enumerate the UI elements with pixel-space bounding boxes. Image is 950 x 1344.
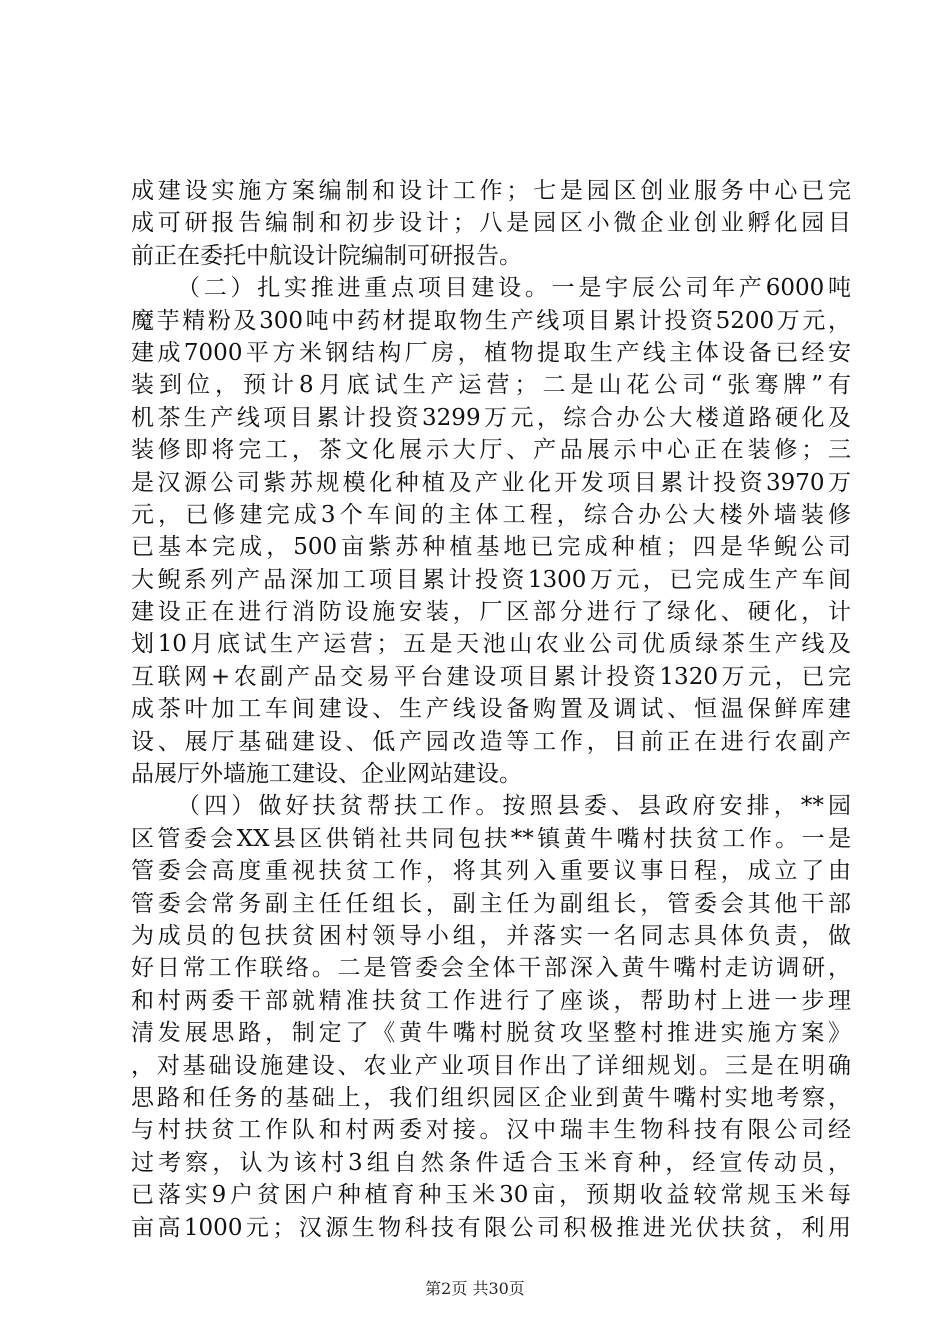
- text-line: 划10月底试生产运营；五是天池山农业公司优质绿茶生产线及: [131, 631, 851, 658]
- text-line: 思路和任务的基础上，我们组织园区企业到黄牛嘴村实地考察，: [131, 1084, 851, 1111]
- text-line: 成可研报告编制和初步设计；八是园区小微企业创业孵化园目: [131, 210, 851, 237]
- section-heading-line: （二）扎实推进重点项目建设。一是宇辰公司年产6000吨: [177, 275, 851, 302]
- text-line: 大鲵系列产品深加工项目累计投资1300万元，已完成生产车间: [131, 566, 851, 593]
- text-line: 机茶生产线项目累计投资3299万元，综合办公大楼道路硬化及: [131, 404, 851, 431]
- text-line: 为成员的包扶贫困村领导小组，并落实一名同志具体负责，做: [131, 922, 851, 949]
- page-number-footer: 第2页 共30页: [425, 1279, 525, 1298]
- text-line: 区管委会XX县区供销社共同包扶**镇黄牛嘴村扶贫工作。一是: [131, 825, 851, 852]
- text-line: 管委会常务副主任任组长，副主任为副组长，管委会其他干部: [131, 890, 851, 917]
- text-line: 是汉源公司紫苏规模化种植及产业化开发项目累计投资3970万: [131, 469, 851, 496]
- text-line: 建成7000平方米钢结构厂房，植物提取生产线主体设备已经安: [131, 339, 851, 366]
- text-line: 魔芋精粉及300吨中药材提取物生产线项目累计投资5200万元，: [131, 307, 851, 334]
- text-line: 好日常工作联络。二是管委会全体干部深入黄牛嘴村走访调研，: [131, 955, 851, 982]
- text-line: 过考察，认为该村3组自然条件适合玉米育种，经宣传动员，: [131, 1149, 851, 1176]
- text-line: 成建设实施方案编制和设计工作；七是园区创业服务中心已完: [131, 178, 851, 204]
- text-line: 和村两委干部就精准扶贫工作进行了座谈，帮助村上进一步理: [131, 987, 851, 1014]
- text-line: 管委会高度重视扶贫工作，将其列入重要议事日程，成立了由: [131, 858, 851, 885]
- text-line: 品展厅外墙施工建设、企业网站建设。: [131, 761, 522, 788]
- text-line: 已基本完成，500亩紫苏种植基地已完成种植；四是华鲵公司: [131, 534, 851, 561]
- text-line: 亩高1000元；汉源生物科技有限公司积极推进光伏扶贫，利用: [131, 1214, 851, 1241]
- text-line: 清发展思路，制定了《黄牛嘴村脱贫攻坚整村推进实施方案》: [131, 1020, 851, 1047]
- text-line: 已落实9户贫困户种植育种玉米30亩，预期收益较常规玉米每: [131, 1182, 851, 1209]
- body-text: [131, 175, 851, 1244]
- text-line: 设、展厅基础建设、低产园改造等工作，目前正在进行农副产: [131, 728, 851, 755]
- text-line: 元，已修建完成3个车间的主体工程，综合办公大楼外墙装修: [131, 501, 851, 528]
- text-line: 装到位，预计8月底试生产运营；二是山花公司“张骞牌”有: [131, 372, 851, 399]
- text-line: 装修即将完工，茶文化展示大厅、产品展示中心正在装修；三: [131, 437, 851, 464]
- text-line: 成茶叶加工车间建设、生产线设备购置及调试、恒温保鲜库建: [131, 696, 851, 723]
- text-line: 互联网+农副产品交易平台建设项目累计投资1320万元，已完: [131, 663, 851, 690]
- section-heading-line: （四）做好扶贫帮扶工作。按照县委、县政府安排，**园: [177, 793, 851, 820]
- text-line: 与村扶贫工作队和村两委对接。汉中瑞丰生物科技有限公司经: [131, 1117, 851, 1144]
- text-line: 建设正在进行消防设施安装，厂区部分进行了绿化、硬化，计: [131, 599, 851, 626]
- text-line: ，对基础设施建设、农业产业项目作出了详细规划。三是在明确: [131, 1052, 851, 1079]
- text-line: 前正在委托中航设计院编制可研报告。: [131, 242, 522, 269]
